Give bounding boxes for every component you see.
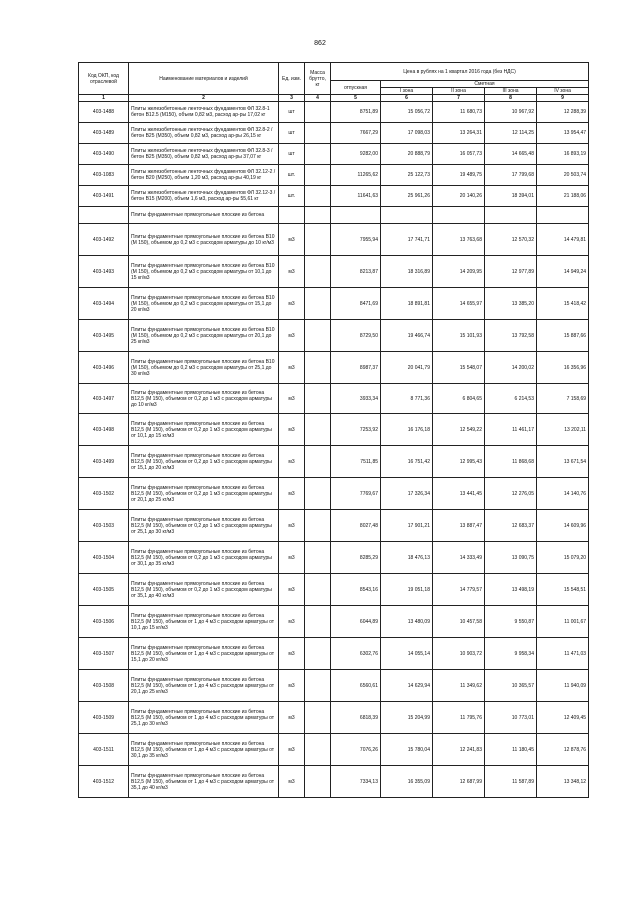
item-code: 403-1494 bbox=[79, 288, 129, 320]
item-unit: шт bbox=[279, 102, 305, 123]
item-price-zone-3: 13 498,19 bbox=[485, 574, 537, 606]
table-row bbox=[79, 165, 589, 186]
item-price-zone-2: 13 441,45 bbox=[433, 478, 485, 510]
item-price-zone-4: 14 949,24 bbox=[537, 256, 589, 288]
item-name: Плиты фундаментные прямоугольные плоские из бетона В12,5 (М 150), объемом от 0,2 до 1 м3 с расходом арматуры от 35,1 до 40 кг/м3 bbox=[129, 574, 279, 606]
table-row bbox=[79, 384, 589, 414]
item-unit: м3 bbox=[279, 638, 305, 670]
item-unit: м3 bbox=[279, 606, 305, 638]
item-price-zone-2: 16 057,73 bbox=[433, 144, 485, 165]
item-price-zone-4: 13 348,12 bbox=[537, 766, 589, 798]
item-unit: шт bbox=[279, 123, 305, 144]
item-name: Плиты железобетонные ленточных фундаментов ФЛ 32.8-2 /бетон В25 (М350), объем 0,82 м3, расход ар-ры 26,15 кг bbox=[129, 123, 279, 144]
item-unit: м3 bbox=[279, 384, 305, 414]
item-mass bbox=[305, 446, 331, 478]
item-unit: м3 bbox=[279, 352, 305, 384]
item-price-release: 8213,87 bbox=[331, 256, 381, 288]
item-name: Плиты фундаментные прямоугольные плоские из бетона В10 (М 150), объемом до 0,2 м3 с расходом арматуры от 10,1 до 15 кг/м3 bbox=[129, 256, 279, 288]
item-price-release: 6044,89 bbox=[331, 606, 381, 638]
item-code: 403-1507 bbox=[79, 638, 129, 670]
item-price-zone-2: 14 209,95 bbox=[433, 256, 485, 288]
item-price-zone-1 bbox=[381, 207, 433, 224]
item-price-zone-1: 25 122,73 bbox=[381, 165, 433, 186]
item-name: Плиты фундаментные прямоугольные плоские из бетона В12,5 (М 150), объемом от 1 до 4 м3 с расходом арматуры от 25,1 до 30 кг/м3 bbox=[129, 702, 279, 734]
item-price-release: 11641,63 bbox=[331, 186, 381, 207]
item-code: 403-1504 bbox=[79, 542, 129, 574]
header-zone-3: III зона bbox=[485, 88, 537, 95]
column-number: 3 bbox=[279, 95, 305, 102]
item-name: Плиты фундаментные прямоугольные плоские из бетона В10 (М 150), объемом до 0,2 м3 с расходом арматуры от 25,1 до 30 кг/м3 bbox=[129, 352, 279, 384]
item-name: Плиты фундаментные прямоугольные плоские из бетона В12,5 (М 150), объемом от 1 до 4 м3 с расходом арматуры от 20,1 до 25 кг/м3 bbox=[129, 670, 279, 702]
item-name: Плиты фундаментные прямоугольные плоские из бетона В12,5 (М 150), объемом от 1 до 4 м3 с расходом арматуры от 15,1 до 20 кг/м3 bbox=[129, 638, 279, 670]
item-name: Плиты фундаментные прямоугольные плоские из бетона bbox=[129, 207, 279, 224]
item-code: 403-1505 bbox=[79, 574, 129, 606]
item-price-zone-1: 18 891,81 bbox=[381, 288, 433, 320]
item-price-zone-2: 14 333,49 bbox=[433, 542, 485, 574]
item-price-zone-2: 11 349,62 bbox=[433, 670, 485, 702]
item-price-zone-1: 20 888,79 bbox=[381, 144, 433, 165]
item-price-zone-4: 12 409,45 bbox=[537, 702, 589, 734]
item-unit: шт. bbox=[279, 186, 305, 207]
item-price-release: 8987,37 bbox=[331, 352, 381, 384]
table-row bbox=[79, 766, 589, 798]
item-price-zone-1: 19 051,18 bbox=[381, 574, 433, 606]
item-price-release: 7334,13 bbox=[331, 766, 381, 798]
column-number: 5 bbox=[331, 95, 381, 102]
item-name: Плиты железобетонные ленточных фундаментов ФЛ 32.8-3 /бетон В25 (М350), объем 0,82 м3, расход ар-ры 37,07 кг bbox=[129, 144, 279, 165]
column-number: 1 bbox=[79, 95, 129, 102]
table-row bbox=[79, 446, 589, 478]
item-name: Плиты фундаментные прямоугольные плоские из бетона В12,5 (М 150), объемом от 1 до 4 м3 с расходом арматуры от 10,1 до 15 кг/м3 bbox=[129, 606, 279, 638]
item-unit: м3 bbox=[279, 288, 305, 320]
column-number: 4 bbox=[305, 95, 331, 102]
item-mass bbox=[305, 320, 331, 352]
item-unit: м3 bbox=[279, 542, 305, 574]
table-row bbox=[79, 606, 589, 638]
item-price-zone-3: 6 214,53 bbox=[485, 384, 537, 414]
item-price-zone-3: 14 665,48 bbox=[485, 144, 537, 165]
header-price-group: Цена в рублях на 1 квартал 2016 года (без НДС) bbox=[331, 63, 589, 81]
item-price-zone-2: 14 779,57 bbox=[433, 574, 485, 606]
item-unit: м3 bbox=[279, 670, 305, 702]
item-unit: шт. bbox=[279, 165, 305, 186]
item-price-release: 8751,89 bbox=[331, 102, 381, 123]
item-code: 403-1083 bbox=[79, 165, 129, 186]
item-price-zone-2: 20 140,26 bbox=[433, 186, 485, 207]
column-number: 8 bbox=[485, 95, 537, 102]
item-price-zone-3: 14 200,02 bbox=[485, 352, 537, 384]
table-row bbox=[79, 670, 589, 702]
item-mass bbox=[305, 510, 331, 542]
item-price-zone-3: 10 365,57 bbox=[485, 670, 537, 702]
item-price-zone-4: 11 001,67 bbox=[537, 606, 589, 638]
item-price-zone-1: 17 098,03 bbox=[381, 123, 433, 144]
item-code: 403-1491 bbox=[79, 186, 129, 207]
item-price-release: 7511,85 bbox=[331, 446, 381, 478]
item-price-zone-3: 11 868,68 bbox=[485, 446, 537, 478]
item-price-zone-3: 13 385,20 bbox=[485, 288, 537, 320]
item-price-zone-1: 18 476,13 bbox=[381, 542, 433, 574]
item-price-zone-2: 10 903,72 bbox=[433, 638, 485, 670]
item-price-zone-3 bbox=[485, 207, 537, 224]
item-unit: м3 bbox=[279, 574, 305, 606]
item-price-release: 6560,61 bbox=[331, 670, 381, 702]
item-unit: м3 bbox=[279, 414, 305, 446]
item-price-zone-4: 13 954,47 bbox=[537, 123, 589, 144]
price-table bbox=[78, 62, 589, 798]
page-number: 862 bbox=[314, 40, 326, 47]
item-price-zone-4: 14 479,81 bbox=[537, 224, 589, 256]
item-name: Плиты железобетонные ленточных фундаментов ФЛ 32.8-1 бетон В12.5 (М150), объем 0,82 м3, расход ар-ры 17,02 кг bbox=[129, 102, 279, 123]
header-zone-1: I зона bbox=[381, 88, 433, 95]
item-code: 403-1506 bbox=[79, 606, 129, 638]
item-price-zone-4: 20 503,74 bbox=[537, 165, 589, 186]
table-row bbox=[79, 288, 589, 320]
item-name: Плиты фундаментные прямоугольные плоские из бетона В10 (М 150), объемом до 0,2 м3 с расходом арматуры от 15,1 до 20 кг/м3 bbox=[129, 288, 279, 320]
item-price-release: 11265,62 bbox=[331, 165, 381, 186]
table-row bbox=[79, 510, 589, 542]
item-name: Плиты фундаментные прямоугольные плоские из бетона В12,5 (М 150), объемом от 0,2 до 1 м3 с расходом арматуры от 25,1 до 30 кг/м3 bbox=[129, 510, 279, 542]
item-code bbox=[79, 207, 129, 224]
header-estimate: Сметная bbox=[381, 81, 589, 88]
item-name: Плиты железобетонные ленточных фундаментов ФЛ 32.12-2 /бетон В20 (М250), объем 1,20 м3, расход ар-ры 40,19 кг bbox=[129, 165, 279, 186]
item-price-zone-4: 11 940,09 bbox=[537, 670, 589, 702]
item-price-zone-2: 12 995,43 bbox=[433, 446, 485, 478]
item-code: 403-1488 bbox=[79, 102, 129, 123]
item-mass bbox=[305, 165, 331, 186]
table-row bbox=[79, 702, 589, 734]
item-price-zone-1: 17 901,21 bbox=[381, 510, 433, 542]
item-price-zone-4: 14 609,96 bbox=[537, 510, 589, 542]
item-price-zone-3: 17 799,68 bbox=[485, 165, 537, 186]
item-code: 403-1493 bbox=[79, 256, 129, 288]
table-row bbox=[79, 256, 589, 288]
item-price-zone-1: 16 751,42 bbox=[381, 446, 433, 478]
item-mass bbox=[305, 288, 331, 320]
item-price-zone-3: 10 773,01 bbox=[485, 702, 537, 734]
item-price-zone-1: 17 741,71 bbox=[381, 224, 433, 256]
item-name: Плиты фундаментные прямоугольные плоские из бетона В12,5 (М 150), объемом от 0,2 до 1 м3 с расходом арматуры от 20,1 до 25 кг/м3 bbox=[129, 478, 279, 510]
item-price-zone-4: 15 887,66 bbox=[537, 320, 589, 352]
item-price-zone-3: 11 461,17 bbox=[485, 414, 537, 446]
item-code: 403-1495 bbox=[79, 320, 129, 352]
item-mass bbox=[305, 606, 331, 638]
item-price-zone-3: 9 550,87 bbox=[485, 606, 537, 638]
table-row bbox=[79, 320, 589, 352]
table-row bbox=[79, 123, 589, 144]
item-price-zone-2: 11 680,73 bbox=[433, 102, 485, 123]
table-row bbox=[79, 638, 589, 670]
item-mass bbox=[305, 144, 331, 165]
table-row bbox=[79, 186, 589, 207]
item-price-zone-1: 15 056,72 bbox=[381, 102, 433, 123]
item-price-zone-1: 16 176,18 bbox=[381, 414, 433, 446]
item-price-release: 7955,94 bbox=[331, 224, 381, 256]
column-number: 7 bbox=[433, 95, 485, 102]
item-price-zone-3: 12 276,05 bbox=[485, 478, 537, 510]
item-code: 403-1497 bbox=[79, 384, 129, 414]
item-mass bbox=[305, 542, 331, 574]
header-zone-4: IV зона bbox=[537, 88, 589, 95]
item-unit: м3 bbox=[279, 320, 305, 352]
table-row bbox=[79, 224, 589, 256]
item-price-zone-4: 21 188,06 bbox=[537, 186, 589, 207]
item-price-zone-3: 12 114,25 bbox=[485, 123, 537, 144]
item-price-zone-3: 11 180,45 bbox=[485, 734, 537, 766]
item-price-release: 9282,00 bbox=[331, 144, 381, 165]
item-price-zone-2: 15 548,07 bbox=[433, 352, 485, 384]
item-mass bbox=[305, 670, 331, 702]
item-price-zone-2 bbox=[433, 207, 485, 224]
item-code: 403-1490 bbox=[79, 144, 129, 165]
header-zone-2: II зона bbox=[433, 88, 485, 95]
item-unit: м3 bbox=[279, 766, 305, 798]
header-code: Код ОКП, код отраслевой bbox=[79, 63, 129, 95]
item-price-zone-1: 15 780,04 bbox=[381, 734, 433, 766]
item-code: 403-1499 bbox=[79, 446, 129, 478]
item-unit: м3 bbox=[279, 702, 305, 734]
item-price-zone-4: 15 418,42 bbox=[537, 288, 589, 320]
item-mass bbox=[305, 638, 331, 670]
item-mass bbox=[305, 102, 331, 123]
item-code: 403-1489 bbox=[79, 123, 129, 144]
table-row bbox=[79, 414, 589, 446]
header-name: Наименование материалов и изделий bbox=[129, 63, 279, 95]
item-price-zone-3: 12 570,32 bbox=[485, 224, 537, 256]
item-mass bbox=[305, 766, 331, 798]
header-release: отпускная bbox=[331, 81, 381, 95]
item-price-zone-2: 12 241,83 bbox=[433, 734, 485, 766]
item-mass bbox=[305, 478, 331, 510]
column-number: 6 bbox=[381, 95, 433, 102]
item-price-zone-3: 10 967,92 bbox=[485, 102, 537, 123]
table-row bbox=[79, 144, 589, 165]
table-row bbox=[79, 102, 589, 123]
item-mass bbox=[305, 574, 331, 606]
item-price-release: 3933,34 bbox=[331, 384, 381, 414]
item-code: 403-1512 bbox=[79, 766, 129, 798]
item-price-release: 7076,26 bbox=[331, 734, 381, 766]
table-row bbox=[79, 574, 589, 606]
item-price-zone-4: 15 548,51 bbox=[537, 574, 589, 606]
item-price-release bbox=[331, 207, 381, 224]
item-code: 403-1492 bbox=[79, 224, 129, 256]
item-price-release: 7253,92 bbox=[331, 414, 381, 446]
item-mass bbox=[305, 207, 331, 224]
item-price-zone-2: 10 457,58 bbox=[433, 606, 485, 638]
item-price-zone-1: 20 041,79 bbox=[381, 352, 433, 384]
item-code: 403-1503 bbox=[79, 510, 129, 542]
item-price-zone-2: 19 489,75 bbox=[433, 165, 485, 186]
column-number: 9 bbox=[537, 95, 589, 102]
header-mass: Масса брутто, кг bbox=[305, 63, 331, 95]
item-price-zone-4: 13 671,54 bbox=[537, 446, 589, 478]
item-price-zone-4: 15 079,20 bbox=[537, 542, 589, 574]
item-price-zone-1: 14 055,14 bbox=[381, 638, 433, 670]
item-price-release: 8027,48 bbox=[331, 510, 381, 542]
item-price-zone-1: 8 771,36 bbox=[381, 384, 433, 414]
item-mass bbox=[305, 256, 331, 288]
item-code: 403-1508 bbox=[79, 670, 129, 702]
column-number-row bbox=[79, 95, 589, 102]
item-name: Плиты фундаментные прямоугольные плоские из бетона В12,5 (М 150), объемом от 1 до 4 м3 с расходом арматуры от 30,1 до 35 кг/м3 bbox=[129, 734, 279, 766]
item-price-zone-2: 6 804,65 bbox=[433, 384, 485, 414]
item-price-release: 6302,76 bbox=[331, 638, 381, 670]
item-unit: м3 bbox=[279, 446, 305, 478]
item-price-zone-4: 12 288,39 bbox=[537, 102, 589, 123]
item-price-zone-1: 25 961,26 bbox=[381, 186, 433, 207]
item-price-zone-1: 13 480,09 bbox=[381, 606, 433, 638]
item-unit: шт bbox=[279, 144, 305, 165]
item-code: 403-1498 bbox=[79, 414, 129, 446]
table-row bbox=[79, 352, 589, 384]
item-price-release: 6818,39 bbox=[331, 702, 381, 734]
item-mass bbox=[305, 186, 331, 207]
item-unit: м3 bbox=[279, 256, 305, 288]
item-price-zone-3: 12 977,89 bbox=[485, 256, 537, 288]
item-name: Плиты фундаментные прямоугольные плоские из бетона В12,5 (М 150), объемом от 0,2 до 1 м3 с расходом арматуры до 10 кг/м3 bbox=[129, 384, 279, 414]
item-name: Плиты фундаментные прямоугольные плоские из бетона В12,5 (М 150), объемом от 0,2 до 1 м3 с расходом арматуры от 10,1 до 15 кг/м3 bbox=[129, 414, 279, 446]
item-price-zone-3: 13 792,58 bbox=[485, 320, 537, 352]
table-row bbox=[79, 542, 589, 574]
item-price-zone-1: 14 629,94 bbox=[381, 670, 433, 702]
item-price-zone-2: 11 795,76 bbox=[433, 702, 485, 734]
item-unit: м3 bbox=[279, 734, 305, 766]
item-unit: м3 bbox=[279, 478, 305, 510]
item-unit bbox=[279, 207, 305, 224]
item-price-zone-4: 16 893,19 bbox=[537, 144, 589, 165]
item-code: 403-1502 bbox=[79, 478, 129, 510]
item-price-zone-2: 13 887,47 bbox=[433, 510, 485, 542]
item-code: 403-1511 bbox=[79, 734, 129, 766]
item-mass bbox=[305, 702, 331, 734]
item-price-zone-4: 7 158,69 bbox=[537, 384, 589, 414]
item-mass bbox=[305, 384, 331, 414]
item-name: Плиты фундаментные прямоугольные плоские из бетона В12,5 (М 150), объемом от 0,2 до 1 м3 с расходом арматуры от 15,1 до 20 кг/м3 bbox=[129, 446, 279, 478]
item-price-release: 7667,29 bbox=[331, 123, 381, 144]
table-row bbox=[79, 734, 589, 766]
item-price-zone-4: 12 878,76 bbox=[537, 734, 589, 766]
item-price-zone-2: 15 101,93 bbox=[433, 320, 485, 352]
header-unit: Ед. изм. bbox=[279, 63, 305, 95]
item-price-zone-2: 13 264,31 bbox=[433, 123, 485, 144]
item-price-zone-3: 11 587,89 bbox=[485, 766, 537, 798]
item-price-release: 8471,69 bbox=[331, 288, 381, 320]
item-price-zone-4: 16 356,96 bbox=[537, 352, 589, 384]
item-code: 403-1496 bbox=[79, 352, 129, 384]
item-name: Плиты фундаментные прямоугольные плоские из бетона В10 (М 150), объемом до 0,2 м3 с расходом арматуры от 20,1 до 25 кг/м3 bbox=[129, 320, 279, 352]
table-row bbox=[79, 207, 589, 224]
item-mass bbox=[305, 734, 331, 766]
item-unit: м3 bbox=[279, 510, 305, 542]
column-number: 2 bbox=[129, 95, 279, 102]
item-price-zone-3: 12 683,37 bbox=[485, 510, 537, 542]
item-price-release: 8543,16 bbox=[331, 574, 381, 606]
item-price-release: 7769,67 bbox=[331, 478, 381, 510]
item-name: Плиты железобетонные ленточных фундаментов ФЛ 32.12-3 /бетон В15 (М200), объем 1,6 м3, расход ар-ры 55,61 кг bbox=[129, 186, 279, 207]
item-price-zone-4: 11 471,03 bbox=[537, 638, 589, 670]
item-price-zone-2: 12 549,22 bbox=[433, 414, 485, 446]
item-price-zone-2: 13 763,68 bbox=[433, 224, 485, 256]
item-mass bbox=[305, 414, 331, 446]
item-price-zone-4 bbox=[537, 207, 589, 224]
item-price-zone-4: 13 202,11 bbox=[537, 414, 589, 446]
item-price-release: 8729,50 bbox=[331, 320, 381, 352]
table-row bbox=[79, 478, 589, 510]
item-price-release: 8285,29 bbox=[331, 542, 381, 574]
item-name: Плиты фундаментные прямоугольные плоские из бетона В10 (М 150), объемом до 0,2 м3 с расходом арматуры до 10 кг/м3 bbox=[129, 224, 279, 256]
item-price-zone-1: 18 316,89 bbox=[381, 256, 433, 288]
item-price-zone-2: 14 655,97 bbox=[433, 288, 485, 320]
item-price-zone-1: 19 466,74 bbox=[381, 320, 433, 352]
item-code: 403-1509 bbox=[79, 702, 129, 734]
item-price-zone-1: 17 326,34 bbox=[381, 478, 433, 510]
item-name: Плиты фундаментные прямоугольные плоские из бетона В12,5 (М 150), объемом от 0,2 до 1 м3 с расходом арматуры от 30,1 до 35 кг/м3 bbox=[129, 542, 279, 574]
item-price-zone-1: 16 355,09 bbox=[381, 766, 433, 798]
item-price-zone-2: 12 687,99 bbox=[433, 766, 485, 798]
item-mass bbox=[305, 352, 331, 384]
item-price-zone-1: 15 204,99 bbox=[381, 702, 433, 734]
item-mass bbox=[305, 123, 331, 144]
item-price-zone-4: 14 140,76 bbox=[537, 478, 589, 510]
item-mass bbox=[305, 224, 331, 256]
item-price-zone-3: 13 090,75 bbox=[485, 542, 537, 574]
item-price-zone-3: 9 958,34 bbox=[485, 638, 537, 670]
item-unit: м3 bbox=[279, 224, 305, 256]
item-name: Плиты фундаментные прямоугольные плоские из бетона В12,5 (М 150), объемом от 1 до 4 м3 с расходом арматуры от 35,1 до 40 кг/м3 bbox=[129, 766, 279, 798]
item-price-zone-3: 18 394,01 bbox=[485, 186, 537, 207]
